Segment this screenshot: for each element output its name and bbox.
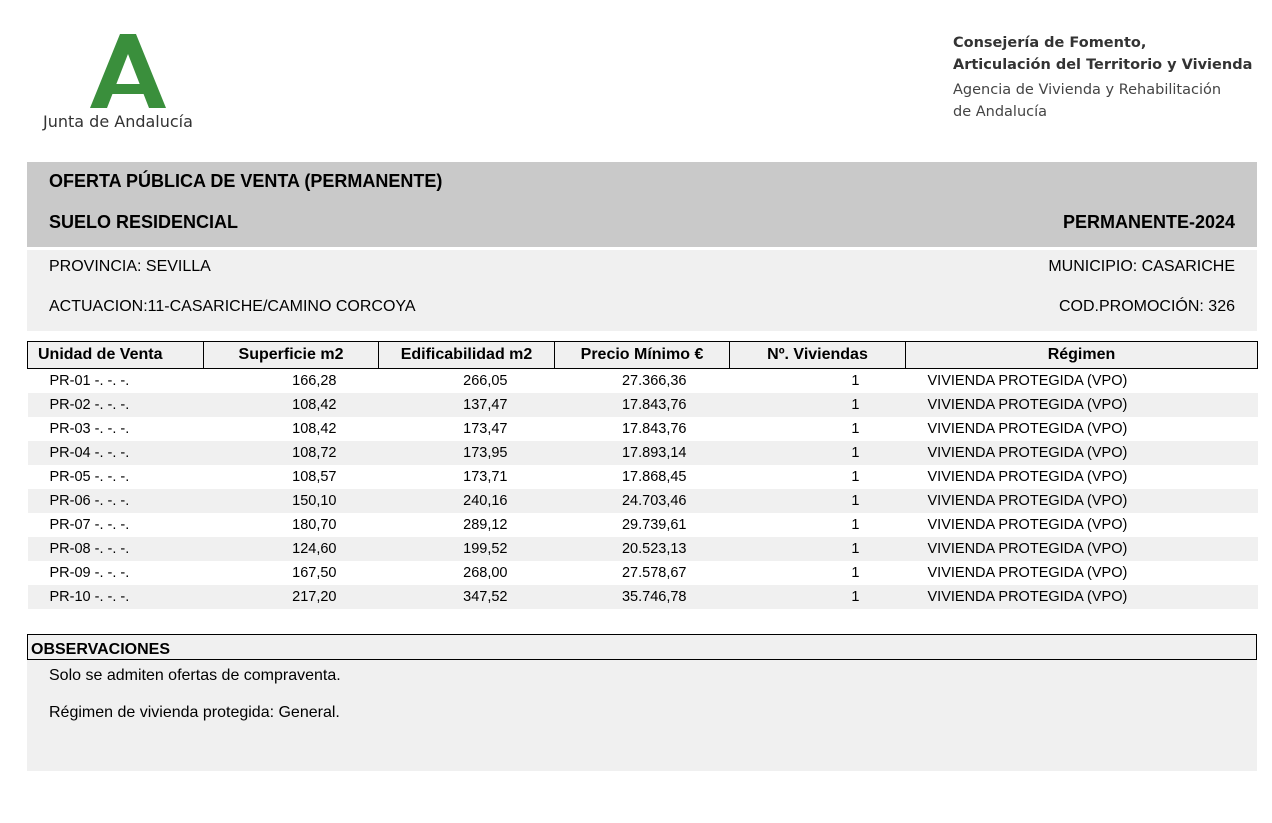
cell-regimen: VIVIENDA PROTEGIDA (VPO) xyxy=(906,537,1258,561)
table-header-row xyxy=(28,342,1258,369)
cell-edificabilidad: 199,52 xyxy=(379,537,555,561)
info-band xyxy=(27,250,1257,331)
cell-unidad: PR-08 -. -. -. xyxy=(28,537,204,561)
actuacion-text: ACTUACION:11-CASARICHE/CAMINO CORCOYA xyxy=(49,298,416,315)
units-table xyxy=(27,341,1258,609)
cell-precio: 17.843,76 xyxy=(555,393,730,417)
cell-edificabilidad: 268,00 xyxy=(463,565,508,581)
table-row xyxy=(28,537,1258,561)
cell-superficie: 167,50 xyxy=(292,565,337,581)
cell-regimen: VIVIENDA PROTEGIDA (VPO) xyxy=(927,421,1128,437)
cell-viviendas: 1 xyxy=(851,421,860,437)
header-superficie: Superficie m2 xyxy=(204,342,379,369)
cell-viviendas: 1 xyxy=(730,441,906,465)
table-row xyxy=(28,465,1258,489)
cell-superficie: 108,42 xyxy=(292,421,337,437)
table-row xyxy=(28,441,1258,465)
header-edificabilidad: Edificabilidad m2 xyxy=(379,342,555,369)
cell-unidad: PR-06 -. -. -. xyxy=(28,489,204,513)
cell-viviendas: 1 xyxy=(730,585,906,609)
table-row xyxy=(28,585,1258,609)
cell-viviendas: 1 xyxy=(851,469,860,485)
cell-unidad: PR-09 -. -. -. xyxy=(49,565,130,581)
table-row xyxy=(28,417,1258,441)
cell-edificabilidad: 289,12 xyxy=(463,517,508,533)
header-precio-minimo: Precio Mínimo € xyxy=(555,342,730,369)
offer-code: PERMANENTE-2024 xyxy=(1062,212,1235,232)
page-subtitle: SUELO RESIDENCIAL xyxy=(49,212,239,232)
cell-viviendas: 1 xyxy=(730,489,906,513)
provincia-text: PROVINCIA: SEVILLA xyxy=(49,258,211,275)
cell-regimen: VIVIENDA PROTEGIDA (VPO) xyxy=(927,565,1128,581)
cell-viviendas: 1 xyxy=(730,393,906,417)
cell-regimen: VIVIENDA PROTEGIDA (VPO) xyxy=(927,517,1128,533)
cell-regimen: VIVIENDA PROTEGIDA (VPO) xyxy=(927,373,1128,389)
cell-unidad: PR-10 -. -. -. xyxy=(28,585,204,609)
cell-unidad: PR-02 -. -. -. xyxy=(28,393,204,417)
table-row xyxy=(28,489,1258,513)
cell-regimen: VIVIENDA PROTEGIDA (VPO) xyxy=(906,489,1258,513)
cell-precio: 29.739,61 xyxy=(621,517,687,533)
header-unidad-venta: Unidad de Venta xyxy=(28,342,204,369)
agency-line-4: de Andalucía xyxy=(953,104,1048,120)
cell-edificabilidad: 173,47 xyxy=(463,421,508,437)
cell-edificabilidad: 240,16 xyxy=(379,489,555,513)
table-row xyxy=(28,513,1258,537)
agency-line-1: Consejería de Fomento, xyxy=(953,35,1147,51)
junta-andalucia-a-icon xyxy=(90,34,166,108)
cell-edificabilidad: 137,47 xyxy=(379,393,555,417)
cell-superficie: 180,70 xyxy=(292,517,337,533)
agency-line-2: Articulación del Territorio y Vivienda xyxy=(953,57,1253,73)
municipio-text: MUNICIPIO: CASARICHE xyxy=(1048,258,1235,275)
cell-unidad: PR-03 -. -. -. xyxy=(49,421,130,437)
observations-section xyxy=(27,634,1257,771)
cell-edificabilidad: 173,95 xyxy=(379,441,555,465)
observation-line: Régimen de vivienda protegida: General. xyxy=(49,704,340,721)
cell-precio: 27.366,36 xyxy=(621,373,687,389)
junta-andalucia-logo xyxy=(40,28,220,138)
cell-superficie: 108,57 xyxy=(292,469,337,485)
cell-superficie: 166,28 xyxy=(292,373,337,389)
header-num-viviendas: Nº. Viviendas xyxy=(730,342,906,369)
cell-precio: 27.578,67 xyxy=(621,565,687,581)
cell-edificabilidad: 266,05 xyxy=(463,373,508,389)
cell-superficie: 108,72 xyxy=(204,441,379,465)
observation-line: Solo se admiten ofertas de compraventa. xyxy=(49,667,341,684)
page-title: OFERTA PÚBLICA DE VENTA (PERMANENTE) xyxy=(49,171,443,191)
cell-edificabilidad: 173,71 xyxy=(463,469,508,485)
cell-superficie: 108,42 xyxy=(204,393,379,417)
cell-precio: 20.523,13 xyxy=(555,537,730,561)
cell-viviendas: 1 xyxy=(730,537,906,561)
title-band xyxy=(27,162,1257,247)
header-regimen: Régimen xyxy=(906,342,1258,369)
cell-viviendas: 1 xyxy=(851,373,860,389)
cell-superficie: 124,60 xyxy=(204,537,379,561)
observations-heading: OBSERVACIONES xyxy=(27,634,1257,660)
cell-regimen: VIVIENDA PROTEGIDA (VPO) xyxy=(927,469,1128,485)
cell-regimen: VIVIENDA PROTEGIDA (VPO) xyxy=(906,441,1258,465)
promocion-code-text: COD.PROMOCIÓN: 326 xyxy=(1058,298,1235,315)
cell-viviendas: 1 xyxy=(851,565,860,581)
cell-precio: 17.893,14 xyxy=(555,441,730,465)
cell-viviendas: 1 xyxy=(851,517,860,533)
cell-precio: 24.703,46 xyxy=(555,489,730,513)
cell-precio: 17.868,45 xyxy=(621,469,687,485)
cell-precio: 35.746,78 xyxy=(555,585,730,609)
cell-unidad: PR-01 -. -. -. xyxy=(49,373,130,389)
cell-unidad: PR-05 -. -. -. xyxy=(49,469,130,485)
table-row xyxy=(28,393,1258,417)
cell-unidad: PR-07 -. -. -. xyxy=(49,517,130,533)
agency-line-3: Agencia de Vivienda y Rehabilitación xyxy=(953,82,1222,98)
cell-precio: 17.843,76 xyxy=(621,421,687,437)
logo-text: Junta de Andalucía xyxy=(43,112,193,131)
cell-regimen: VIVIENDA PROTEGIDA (VPO) xyxy=(906,585,1258,609)
cell-unidad: PR-04 -. -. -. xyxy=(28,441,204,465)
table-row xyxy=(28,561,1258,585)
agency-block xyxy=(953,32,1252,123)
cell-superficie: 150,10 xyxy=(204,489,379,513)
cell-edificabilidad: 347,52 xyxy=(379,585,555,609)
table-row xyxy=(28,369,1258,394)
cell-regimen: VIVIENDA PROTEGIDA (VPO) xyxy=(906,393,1258,417)
cell-superficie: 217,20 xyxy=(204,585,379,609)
